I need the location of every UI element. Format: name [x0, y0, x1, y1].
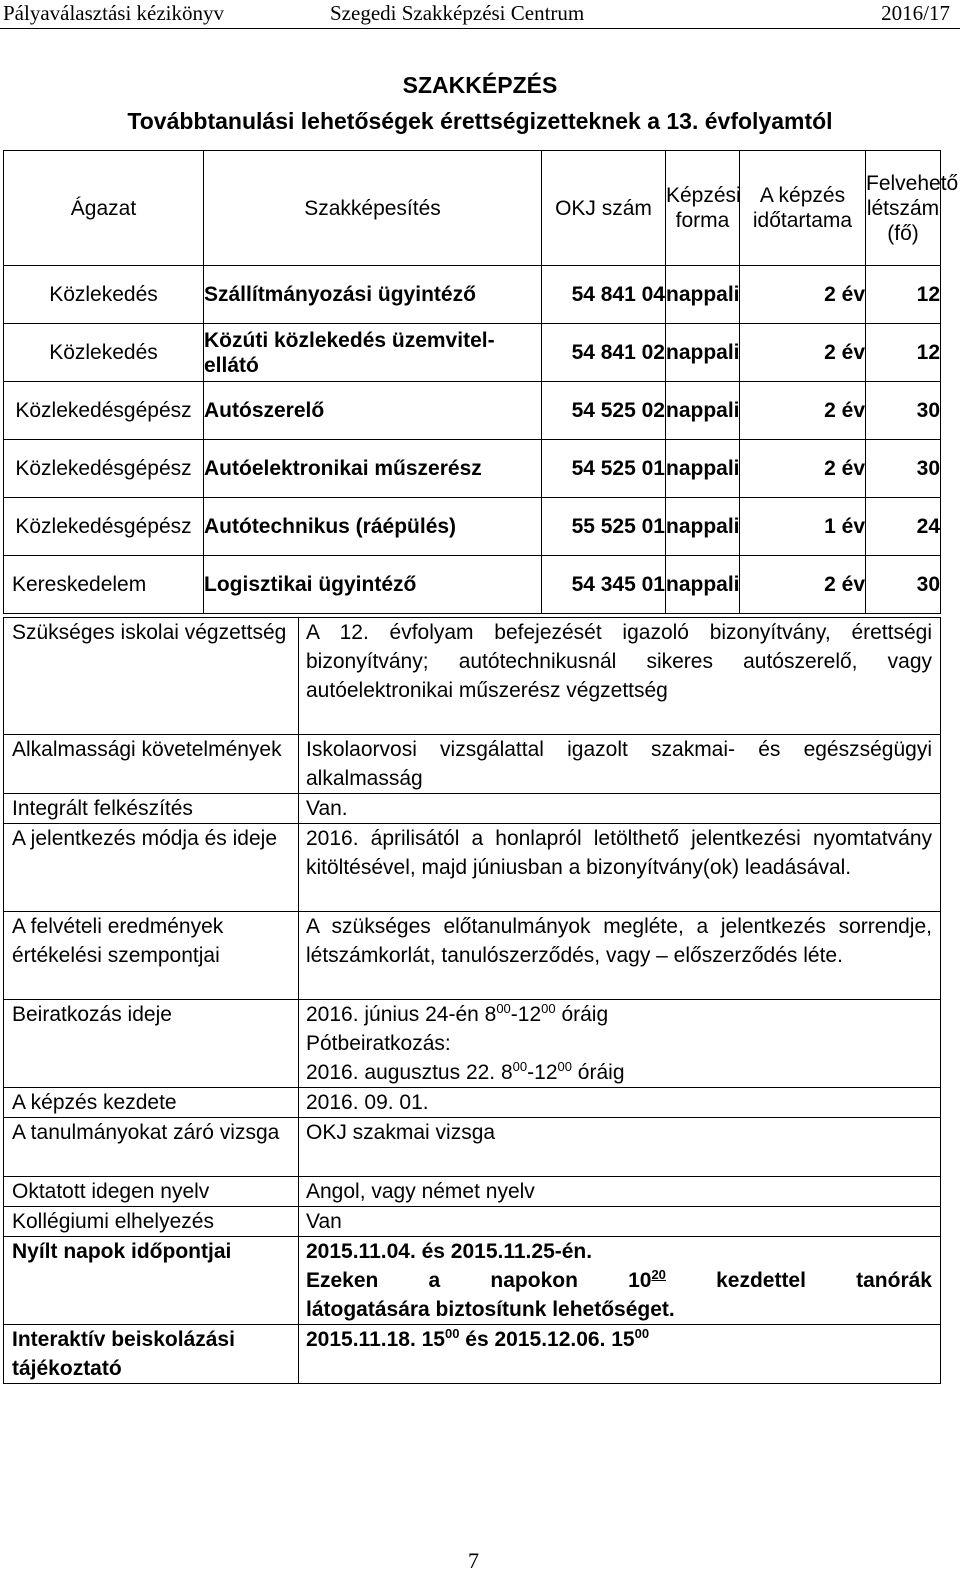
cell-agazat: Közlekedés [4, 266, 204, 324]
table-row [4, 266, 941, 324]
info-row-felveteli [4, 912, 941, 1000]
info-value: 2015.11.18. $15^{00}$ és 2015.12.06. $15^{00}$ [299, 1325, 941, 1384]
cell-letszam: 24 [866, 498, 941, 556]
col-header-letszam: Felvehető létszám (fő) [866, 151, 941, 266]
cell-idotartam: 2 év [740, 440, 866, 498]
info-table [3, 617, 941, 1384]
info-label: Szükséges iskolai végzettség [4, 618, 299, 735]
info-row-iskolai [4, 618, 941, 735]
header-school-year: 2016/17 [881, 1, 950, 25]
open-days-note-end: látogatására biztosítunk lehetőséget. [306, 1298, 675, 1321]
page-number: 7 [468, 1548, 479, 1573]
enrollment-date-line: 2016. június 24-én $8^{00}-12^{00}$ óráig [306, 1001, 609, 1026]
cell-agazat: Közlekedésgépész [4, 440, 204, 498]
cell-idotartam: 2 év [740, 266, 866, 324]
cell-idotartam: 1 év [740, 498, 866, 556]
info-value [299, 1237, 941, 1325]
info-label: A tanulmányokat záró vizsga [4, 1118, 299, 1177]
cell-idotartam: 2 év [740, 324, 866, 382]
col-header-idotartam: A képzés időtartama [740, 151, 866, 266]
info-label: Nyílt napok időpontjai [4, 1237, 299, 1325]
info-label: Kollégiumi elhelyezés [4, 1207, 299, 1237]
cell-agazat: Kereskedelem [4, 556, 204, 614]
cell-agazat: Közlekedésgépész [4, 498, 204, 556]
col-header-agazat: Ágazat [4, 151, 204, 266]
cell-okj: 54 345 01 [542, 556, 666, 614]
cell-letszam: 12 [866, 266, 941, 324]
table-row [4, 556, 941, 614]
info-value: Iskolaorvosi vizsgálattal igazolt szakmai- és egészségügyi alkalmasság [299, 735, 941, 794]
cell-forma: nappali [666, 266, 740, 324]
open-days-dates: 2015.11.04. és 2015.11.25-én. [306, 1240, 593, 1263]
cell-forma: nappali [666, 324, 740, 382]
info-row-kezdete [4, 1088, 941, 1118]
late-enrollment-date-line: 2016. augusztus 22. $8^{00}-12^{00}$ óráig [306, 1059, 625, 1084]
info-label: A felvételi eredmények értékelési szempontjai [4, 912, 299, 1000]
table-row [4, 498, 941, 556]
cell-forma: nappali [666, 556, 740, 614]
cell-szakkepesites: Autóelektronikai műszerész [204, 440, 542, 498]
cell-agazat: Közlekedésgépész [4, 382, 204, 440]
cell-forma: nappali [666, 382, 740, 440]
cell-okj: 54 525 02 [542, 382, 666, 440]
info-row-nyilt [4, 1237, 941, 1325]
cell-forma: nappali [666, 498, 740, 556]
info-value: Angol, vagy német nyelv [299, 1177, 941, 1207]
info-row-beiratkozas [4, 1000, 941, 1088]
training-table [3, 150, 959, 614]
cell-szakkepesites: Autószerelő [204, 382, 542, 440]
info-label: Oktatott idegen nyelv [4, 1177, 299, 1207]
info-label: A jelentkezés módja és ideje [4, 824, 299, 912]
info-label: A képzés kezdete [4, 1088, 299, 1118]
info-label: Alkalmassági követelmények [4, 735, 299, 794]
info-value: 2016. 09. 01. [299, 1088, 941, 1118]
cell-szakkepesites: Szállítmányozási ügyintéző [204, 266, 542, 324]
info-row-integralt [4, 794, 941, 824]
info-value: Van [299, 1207, 941, 1237]
cell-okj: 55 525 01 [542, 498, 666, 556]
info-value: A szükséges előtanulmányok megléte, a jelentkezés sorrendje, létszámkorlát, tanulószerződés, vagy – előszerződés léte. [299, 912, 941, 1000]
info-label: Interaktív beiskolázási tájékoztató [4, 1325, 299, 1384]
cell-letszam: 30 [866, 440, 941, 498]
cell-idotartam: 2 év [740, 382, 866, 440]
info-row-interaktiv [4, 1325, 941, 1384]
col-header-forma: Képzési forma [666, 151, 740, 266]
info-row-nyelv [4, 1177, 941, 1207]
cell-letszam: 30 [866, 382, 941, 440]
cell-agazat: Közlekedés [4, 324, 204, 382]
header-institution: Szegedi Szakképzési Centrum [330, 1, 585, 25]
cell-idotartam: 2 év [740, 556, 866, 614]
col-header-szakkepesites: Szakképesítés [204, 151, 542, 266]
header-book-title: Pályaválasztási kézikönyv [3, 1, 225, 25]
late-enrollment-label: Pótbeiratkozás: [306, 1032, 451, 1055]
col-header-okj: OKJ szám [542, 151, 666, 266]
open-days-note: Ezeken a napokon $10^{20}$ kezdettel tanórák [306, 1267, 932, 1292]
info-row-kollegium [4, 1207, 941, 1237]
cell-szakkepesites: Közúti közlekedés üzemvitel-ellátó [204, 324, 542, 382]
cell-letszam: 12 [866, 324, 941, 382]
table-row [4, 382, 941, 440]
info-row-zaro [4, 1118, 941, 1177]
cell-forma: nappali [666, 440, 740, 498]
page-title: SZAKKÉPZÉS [402, 72, 558, 98]
info-value: 2016. áprilisától a honlapról letölthető jelentkezési nyomtatvány kitöltésével, majd júniusban a bizonyítvány(ok) leadásával. [299, 824, 941, 912]
info-row-alkalmassag [4, 735, 941, 794]
running-header [0, 0, 960, 29]
table-row [4, 324, 941, 382]
info-label: Integrált felkészítés [4, 794, 299, 824]
info-value [299, 1000, 941, 1088]
cell-letszam: 30 [866, 556, 941, 614]
info-value: A 12. évfolyam befejezését igazoló bizonyítvány, érettségi bizonyítvány; autótechnikusnál sikeres autószerelő, vagy autóelektronikai műszerész végzettség [299, 618, 941, 735]
cell-okj: 54 525 01 [542, 440, 666, 498]
cell-okj: 54 841 04 [542, 266, 666, 324]
cell-szakkepesites: Autótechnikus (ráépülés) [204, 498, 542, 556]
cell-okj: 54 841 02 [542, 324, 666, 382]
info-row-jelentkezes [4, 824, 941, 912]
page-subtitle: Továbbtanulási lehetőségek érettségizetteknek a 13. évfolyamtól [127, 108, 833, 134]
cell-szakkepesites: Logisztikai ügyintéző [204, 556, 542, 614]
table-row [4, 440, 941, 498]
table-header-row [4, 151, 941, 266]
info-label: Beiratkozás ideje [4, 1000, 299, 1088]
info-value: Van. [299, 794, 941, 824]
info-value: OKJ szakmai vizsga [299, 1118, 941, 1177]
